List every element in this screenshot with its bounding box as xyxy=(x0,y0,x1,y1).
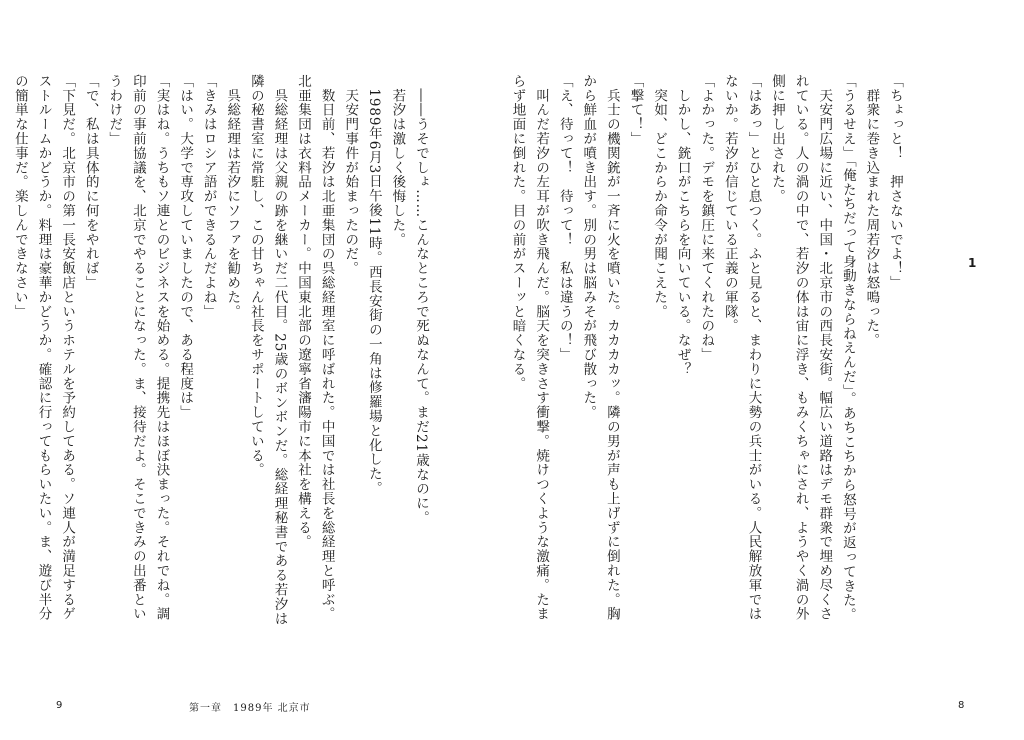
paragraph: 兵士の機関銃が一斉に火を噴いた。カカカカッ。隣の男が声も上げずに倒れた。胸から鮮血が噴き出す。別の男は脳みそが飛び散った。 xyxy=(580,74,620,622)
paragraph: 数日前、若汐は北亜集団の呉総経理室に呼ばれた。中国では社長を総経理と呼ぶ。北亜集団は衣料品メーカー。中国東北部の遼寧省瀋陽市に本社を構える。 xyxy=(295,74,335,622)
paragraph: 「はあっ」とひと息つく。ふと見ると、まわりに大勢の兵士がいる。人民解放軍ではないか。若汐が信じている正義の軍隊。 xyxy=(721,74,762,622)
paragraph: 若汐は激しく後悔した。 xyxy=(389,74,406,247)
running-head: 第一章 1989年 北京市 xyxy=(189,703,311,714)
page-number-left: 9 xyxy=(56,700,63,711)
left-page-body xyxy=(7,74,432,634)
paragraph: 「はい。大学で専攻していましたので、ある程度は」 xyxy=(177,74,194,420)
paragraph: 「実はね。うちもソ連とのビジネスを始める。提携先はほぼ決まった。それでね。調印前の事前協議を、北京でやることになった。ま、接待だよ。そこできみの出番というわけだ」 xyxy=(106,74,170,622)
paragraph: 「うるせえ」「俺たちだって身動きならねえんだ」。あちこちから怒号が返ってきた。 xyxy=(839,74,856,623)
paragraph: しかし、銃口がこちらを向いている。なぜ？ xyxy=(674,74,691,377)
paragraph: 呉総経理は父親の跡を継いだ二代目。25歳のボンボンだ。総経理秘書である若汐は隣の秘書室に常駐し、この甘ちゃん社長をサポートしている。 xyxy=(247,74,288,626)
right-page-body xyxy=(505,74,906,634)
paragraph: 「ちょっと！ 押さないでよ！」 xyxy=(887,74,903,290)
paragraph: 「で、私は具体的に何をやれば」 xyxy=(82,74,99,290)
paragraph: 「きみはロシア語ができるんだよね」 xyxy=(200,74,217,319)
paragraph: 天安門事件が始まったのだ。 xyxy=(342,74,359,276)
paragraph: 「え、待って！ 待って！ 私は違うの！」 xyxy=(556,74,573,362)
paragraph: 突如、どこからか命令が聞こえた。 xyxy=(651,74,668,319)
paragraph: 「よかった。デモを鎮圧に来てくれたのね」 xyxy=(698,74,715,362)
right-page xyxy=(509,0,1024,740)
paragraph: 天安門広場に近い、中国・北京市の西長安街。幅広い道路はデモ群衆で埋め尽くされている。人の渦の中で、若汐の体は宙に浮き、もみくちゃにされ、ようやく渦の外側に押し出された。 xyxy=(769,74,833,622)
paragraph: 叫んだ若汐の左耳が吹き飛んだ。脳天を突きさす衝撃。焼けつくような激痛。たまらず地面に倒れた。目の前がスーッと暗くなる。 xyxy=(509,74,550,622)
chapter-number: 1 xyxy=(968,256,977,270)
paragraph: 「撃て！」 xyxy=(627,74,644,146)
paragraph: 群衆に巻き込まれた周若汐は怒鳴った。 xyxy=(863,74,880,348)
paragraph: 呉総経理は若汐にソファを勧めた。 xyxy=(224,74,241,319)
paragraph: 「下見だ。北京市の第一長安飯店というホテルを予約してある。ソ連人が満足するゲストルームかどうか。料理は豪華かどうか。確認に行ってもらいたい。ま、遊び半分の簡単な仕事だ。楽しんできなさい」 xyxy=(11,74,76,622)
paragraph: 1989年6月3日午後11時。西長安街の一角は修羅場と化した。 xyxy=(365,74,382,496)
paragraph: ――うそでしょ……こんなところで死ぬなんて。まだ21歳なのに。 xyxy=(413,74,429,525)
page-number-right: 8 xyxy=(958,700,965,711)
